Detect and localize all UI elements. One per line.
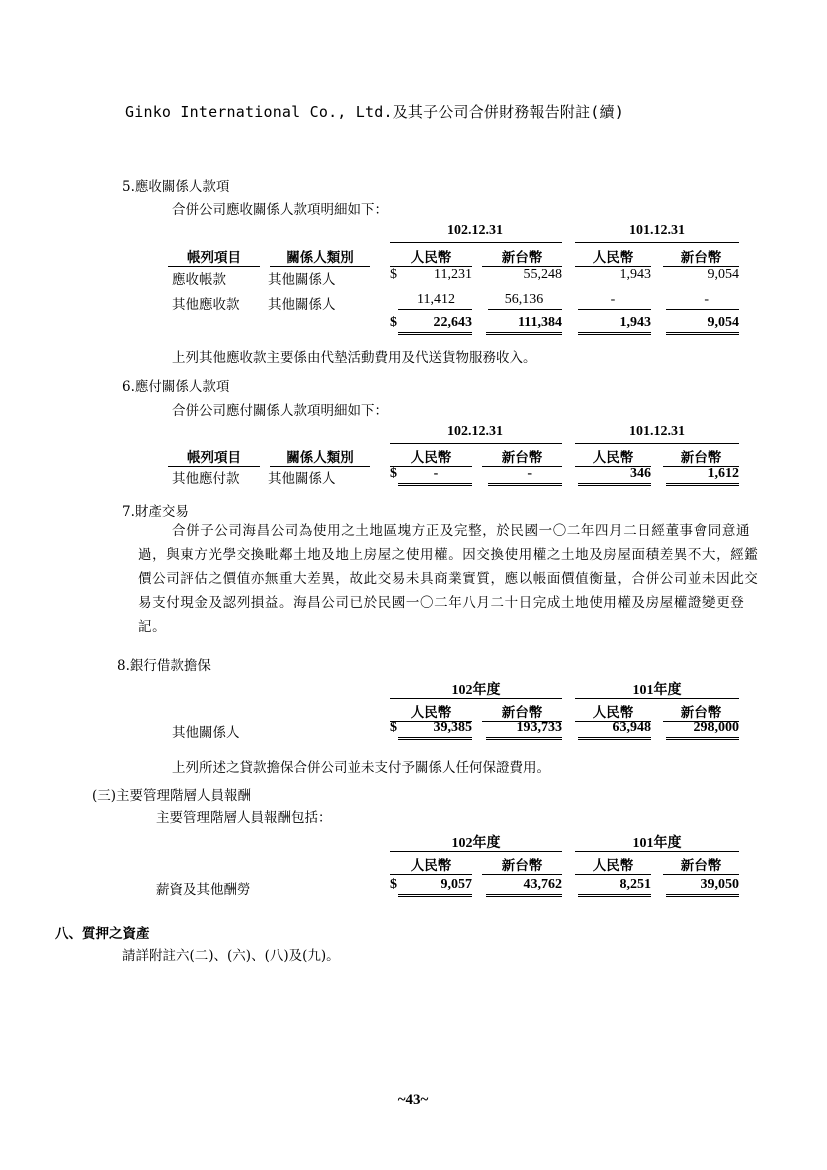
s3-row-rmb-2: 8,251 [619, 877, 651, 892]
s5-col-ntd-1: 新台幣 [482, 246, 562, 267]
s5-row-1-currency: $ [390, 267, 397, 282]
s3-col-ntd-2: 新台幣 [663, 854, 739, 875]
s5-total-rule-1 [398, 332, 472, 335]
s5-row-1-rmb-2: 1,943 [619, 267, 651, 282]
s8-row-rule-1 [398, 737, 472, 740]
s5-total-ntd-1: 111,384 [518, 315, 562, 330]
s5-total-rule-3 [578, 332, 651, 335]
s3-row-rule-3 [578, 894, 651, 897]
s5-row-2-rule-4 [666, 309, 739, 310]
s8-col-ntd-1: 新台幣 [482, 701, 562, 722]
s3-row-ntd-1: 43,762 [523, 877, 562, 892]
s6-row-ntd-2: 1,612 [707, 466, 739, 481]
s6-col-rmb-1: 人民幣 [390, 446, 472, 467]
s5-period-1: 102.12.31 [447, 223, 503, 238]
s8-row-ntd-1: 193,733 [516, 720, 562, 735]
s6-col-rmb-2: 人民幣 [575, 446, 651, 467]
s6-row-rule-2 [488, 483, 562, 486]
s6-row-rule-4 [666, 483, 739, 486]
pledged-assets-heading: 八、質押之資產 [55, 926, 150, 942]
s5-col-rmb-1: 人民幣 [390, 246, 472, 267]
section-3-heading: (三)主要管理階層人員報酬 [92, 788, 252, 804]
s3-period-2: 101年度 [632, 836, 682, 851]
section-7-paragraph: 合併子公司海昌公司為使用之土地區塊方正及完整，於民國一〇二年四月二日經董事會同意通過，與東方光學交換毗鄰土地及地上房屋之使用權。因交換使用權之土地及房屋面積差異不大，經鑑價公司評估之價值亦無重大差異，故此交易未具商業實質，應以帳面價值衡量，合併公司並未因此交易支付現金及認列損益。海昌公司已於民國一〇二年八月二十日完成土地使用權及房屋權證變更登記。 [138, 523, 759, 635]
s5-row-1-type: 其他關係人 [268, 272, 336, 288]
s8-row-label: 其他關係人 [172, 725, 240, 741]
s3-row-rule-2 [486, 894, 562, 897]
s8-row-rule-3 [578, 737, 651, 740]
s3-col-rmb-1: 人民幣 [390, 854, 472, 875]
s5-total-currency: $ [390, 315, 397, 330]
section-8-heading: 8.銀行借款擔保 [117, 658, 211, 674]
s5-total-ntd-2: 9,054 [707, 315, 739, 330]
s6-period-2: 101.12.31 [629, 424, 685, 439]
s3-row-currency: $ [390, 877, 397, 892]
s6-col-ntd-2: 新台幣 [663, 446, 739, 467]
s6-period-2-rule [575, 443, 739, 444]
s8-period-1-rule [390, 698, 562, 699]
s6-row-ntd-1: - [527, 466, 532, 481]
section-7-heading: 7.財產交易 [122, 504, 189, 520]
s8-period-1: 102年度 [451, 683, 501, 698]
s3-period-1-rule [390, 851, 562, 852]
s5-row-1-item: 應收帳款 [172, 272, 226, 288]
s8-row-rmb-1: 39,385 [433, 720, 472, 735]
s6-period-1: 102.12.31 [447, 424, 503, 439]
pledged-assets-text: 請詳附註六(二)、(六)、(八)及(九)。 [122, 948, 340, 964]
s5-note: 上列其他應收款主要係由代墊活動費用及代送貨物服務收入。 [172, 350, 537, 366]
section-6-intro: 合併公司應付關係人款項明細如下： [172, 403, 388, 419]
s5-row-2-item: 其他應收款 [172, 297, 240, 313]
s5-total-rmb-2: 1,943 [619, 315, 651, 330]
s5-row-2-rmb-1: 11,412 [417, 292, 455, 307]
s8-col-ntd-2: 新台幣 [663, 701, 739, 722]
s6-row-rmb-1: - [433, 466, 439, 481]
s5-row-1-rmb-1: 11,231 [434, 267, 472, 282]
page-title: Ginko International Co., Ltd.及其子公司合併財務報告附註(續) [125, 103, 624, 121]
s6-col-ntd-1: 新台幣 [482, 446, 562, 467]
section-5-intro: 合併公司應收關係人款項明細如下： [172, 202, 388, 218]
s3-row-rule-4 [666, 894, 739, 897]
s8-row-rmb-2: 63,948 [612, 720, 651, 735]
s5-row-2-rule-3 [578, 309, 651, 310]
s5-row-2-rule-1 [398, 309, 472, 310]
s8-note: 上列所述之貸款擔保合併公司並未支付予關係人任何保證費用。 [172, 760, 550, 776]
page-number: ~43~ [397, 1092, 429, 1108]
s6-row-type: 其他關係人 [268, 471, 336, 487]
section-5-heading: 5.應收關係人款項 [122, 179, 230, 195]
s3-col-ntd-1: 新台幣 [482, 854, 562, 875]
s5-total-rule-2 [486, 332, 562, 335]
s5-row-1-ntd-2: 9,054 [707, 267, 739, 282]
s8-row-rule-2 [486, 737, 562, 740]
s5-row-2-type: 其他關係人 [268, 297, 336, 313]
s6-row-item: 其他應付款 [172, 471, 240, 487]
section-3-intro: 主要管理階層人員報酬包括： [156, 810, 332, 826]
s8-row-ntd-2: 298,000 [693, 720, 739, 735]
s6-row-rmb-2: 346 [630, 466, 651, 481]
s3-row-rmb-1: 9,057 [440, 877, 472, 892]
s3-row-label: 薪資及其他酬勞 [156, 882, 251, 898]
s8-period-2: 101年度 [632, 683, 682, 698]
s5-period-1-rule [390, 242, 562, 243]
s6-row-rule-1 [398, 483, 472, 486]
s3-period-1: 102年度 [451, 836, 501, 851]
s5-period-2-rule [575, 242, 739, 243]
s5-row-2-rmb-2: - [610, 292, 616, 307]
s6-row-currency: $ [390, 466, 397, 481]
s5-row-2-ntd-2: - [704, 292, 709, 307]
s5-row-1-ntd-1: 55,248 [523, 267, 562, 282]
s8-col-rmb-2: 人民幣 [575, 701, 651, 722]
s6-col-type: 關係人類別 [270, 446, 370, 467]
s5-row-2-rule-2 [488, 309, 562, 310]
s5-col-ntd-2: 新台幣 [663, 246, 739, 267]
s8-row-rule-4 [666, 737, 739, 740]
s6-period-1-rule [390, 443, 562, 444]
s8-col-rmb-1: 人民幣 [390, 701, 472, 722]
s5-col-rmb-2: 人民幣 [575, 246, 651, 267]
s3-row-rule-1 [398, 894, 472, 897]
s5-total-rmb-1: 22,643 [433, 315, 472, 330]
s6-row-rule-3 [578, 483, 651, 486]
s6-col-item: 帳列項目 [168, 446, 260, 467]
s8-row-currency: $ [390, 720, 397, 735]
s3-col-rmb-2: 人民幣 [575, 854, 651, 875]
s3-row-ntd-2: 39,050 [700, 877, 739, 892]
section-6-heading: 6.應付關係人款項 [122, 379, 230, 395]
s8-period-2-rule [575, 698, 739, 699]
s5-row-2-ntd-1: 56,136 [504, 292, 544, 307]
s3-period-2-rule [575, 851, 739, 852]
s5-col-type: 關係人類別 [270, 246, 370, 267]
s5-period-2: 101.12.31 [629, 223, 685, 238]
s5-col-item: 帳列項目 [168, 246, 260, 267]
s5-total-rule-4 [666, 332, 739, 335]
